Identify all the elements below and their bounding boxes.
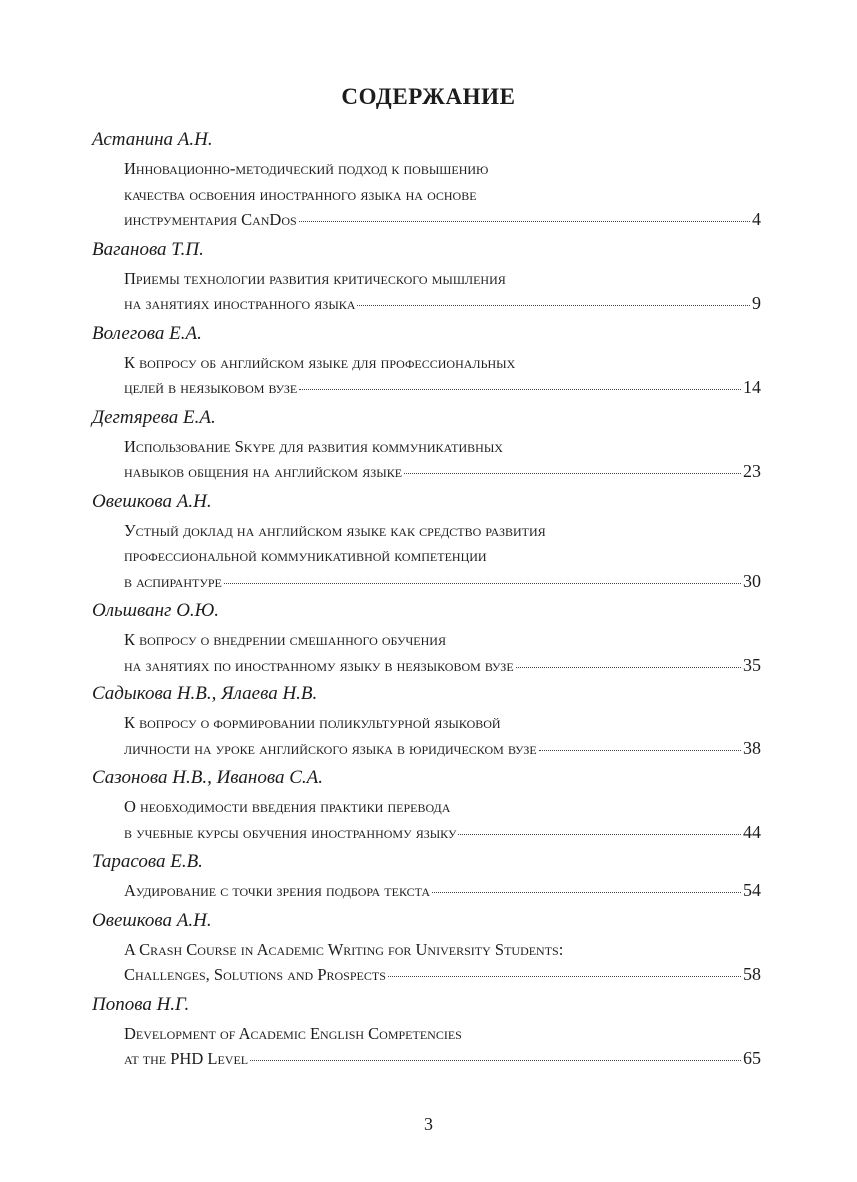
toc-title-text: at the PHD Level bbox=[124, 1049, 249, 1068]
toc-title-last-line bbox=[124, 653, 761, 679]
dot-leader bbox=[224, 583, 741, 584]
toc-page-number: 23 bbox=[743, 461, 761, 481]
toc-title-line: A Crash Course in Academic Writing for University Students: bbox=[124, 939, 564, 959]
toc-entry bbox=[92, 599, 761, 678]
toc-author: Тарасова Е.В. bbox=[92, 851, 203, 872]
toc-page-number: 14 bbox=[743, 377, 761, 397]
toc-entry bbox=[92, 406, 761, 485]
dot-leader bbox=[299, 389, 741, 390]
toc-author: Дегтярева Е.А. bbox=[92, 406, 216, 428]
toc-title-line: Устный доклад на английском языке как средство развития bbox=[124, 520, 546, 540]
toc-page-number: 65 bbox=[743, 1048, 761, 1068]
toc-author: Сазонова Н.В., Иванова С.А. bbox=[92, 767, 323, 788]
toc-entry bbox=[92, 682, 761, 761]
toc-page-number: 4 bbox=[752, 209, 761, 229]
toc-title-line: К вопросу о внедрении смешанного обучения bbox=[124, 630, 446, 649]
toc-heading: СОДЕРЖАНИЕ bbox=[341, 84, 516, 109]
toc-author: Овешкова А.Н. bbox=[92, 909, 212, 931]
toc-page-number: 44 bbox=[743, 821, 761, 842]
toc-author: Овешкова А.Н. bbox=[92, 490, 212, 512]
toc-title-text: Challenges, Solutions and Prospects bbox=[124, 965, 386, 984]
toc-title-line: Инновационно-методический подход к повышению bbox=[124, 159, 489, 178]
page-number: 3 bbox=[424, 1114, 433, 1134]
dot-leader bbox=[458, 834, 741, 835]
toc-title-line: О необходимости введения практики перевода bbox=[124, 797, 451, 816]
toc-title-last-line bbox=[124, 207, 761, 233]
toc-page-number: 38 bbox=[743, 737, 761, 758]
toc-page-number: 58 bbox=[743, 964, 761, 984]
toc-author: Астанина А.Н. bbox=[92, 129, 213, 150]
toc-title-last-line bbox=[124, 569, 761, 595]
toc-title-line: Development of Academic English Competencies bbox=[124, 1023, 462, 1043]
dot-leader bbox=[404, 473, 741, 474]
toc-page-number: 54 bbox=[743, 880, 761, 900]
toc-page-number: 30 bbox=[743, 570, 761, 591]
toc-entry bbox=[92, 850, 761, 904]
toc-title-text: Аудирование с точки зрения подбора текста bbox=[124, 881, 431, 900]
toc-title-text: инструментария CanDos bbox=[124, 210, 297, 229]
toc-title-last-line bbox=[124, 291, 761, 317]
toc-title-line: профессиональной коммуникативной компетенции bbox=[124, 546, 487, 565]
toc-entry bbox=[92, 909, 761, 988]
toc-title-line: Приемы технологии развития критического мышления bbox=[124, 268, 506, 288]
toc-title-last-line bbox=[124, 459, 761, 485]
toc-title-last-line bbox=[124, 962, 761, 988]
toc-entry bbox=[92, 322, 761, 401]
toc-page-number: 9 bbox=[752, 293, 761, 313]
dot-leader bbox=[432, 892, 741, 893]
toc-title-last-line bbox=[124, 1046, 761, 1072]
dot-leader bbox=[250, 1060, 741, 1061]
toc-title-last-line bbox=[124, 736, 761, 762]
toc-entry bbox=[92, 993, 761, 1072]
toc-entry bbox=[92, 128, 761, 233]
toc-author: Ваганова Т.П. bbox=[92, 238, 204, 260]
dot-leader bbox=[299, 221, 750, 222]
toc-title-text: на занятиях по иностранному языку в неязыковом вузе bbox=[124, 655, 514, 675]
toc-title-last-line bbox=[124, 375, 761, 401]
toc-page-number: 35 bbox=[743, 654, 761, 675]
dot-leader bbox=[388, 976, 741, 977]
toc-title-last-line bbox=[124, 820, 761, 846]
toc-title-text: в аспирантуре bbox=[124, 571, 222, 591]
toc-author: Попова Н.Г. bbox=[92, 993, 190, 1015]
toc-title-line: качества освоения иностранного языка на основе bbox=[124, 184, 477, 204]
toc-title-text: навыков общения на английском языке bbox=[124, 462, 403, 481]
toc-title-line: К вопросу об английском языке для профессиональных bbox=[124, 352, 516, 372]
toc-author: Садыкова Н.В., Ялаева Н.В. bbox=[92, 683, 318, 704]
toc-title-last-line bbox=[124, 878, 761, 904]
toc-title-text: личности на уроке английского языка в юридическом вузе bbox=[124, 738, 537, 758]
toc-title-text: в учебные курсы обучения иностранному языку bbox=[124, 822, 457, 842]
dot-leader bbox=[539, 750, 741, 751]
toc-entry bbox=[92, 490, 761, 595]
dot-leader bbox=[516, 667, 741, 668]
toc-title-text: на занятиях иностранного языка bbox=[124, 294, 356, 313]
toc-author: Волегова Е.А. bbox=[92, 322, 202, 344]
toc-entry bbox=[92, 766, 761, 845]
toc-entry bbox=[92, 238, 761, 317]
toc-title-text: целей в неязыковом вузе bbox=[124, 378, 298, 397]
toc-title-line: К вопросу о формировании поликультурной языковой bbox=[124, 713, 501, 732]
dot-leader bbox=[357, 305, 750, 306]
table-of-contents bbox=[92, 128, 761, 1077]
toc-title-line: Использование Skype для развития коммуникативных bbox=[124, 436, 503, 456]
toc-author: Ольшванг О.Ю. bbox=[92, 600, 220, 621]
